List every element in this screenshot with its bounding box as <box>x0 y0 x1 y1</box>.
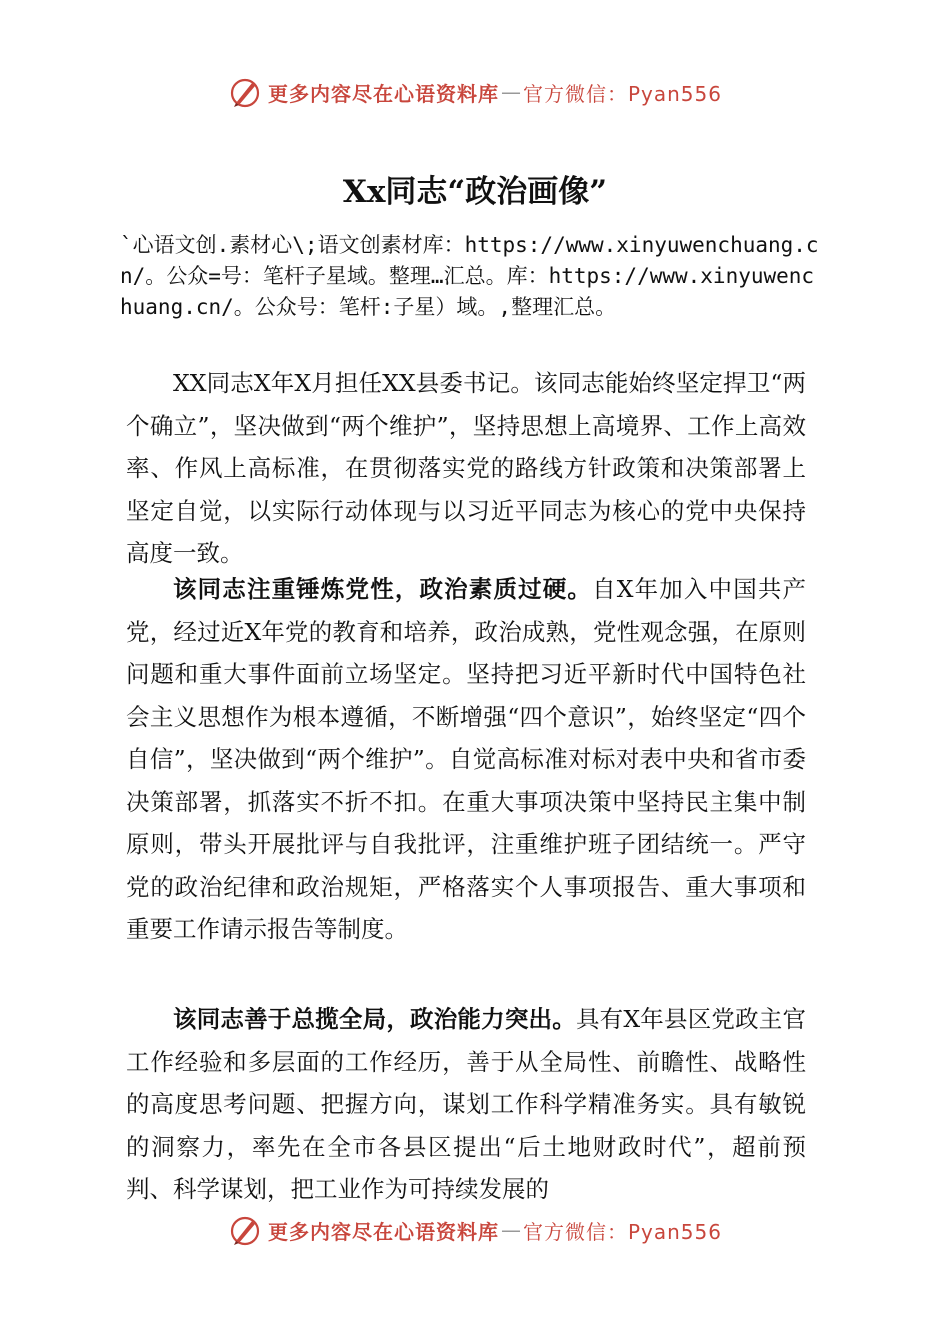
banner-main-text: 更多内容尽在心语资料库 <box>267 1219 499 1244</box>
paragraph-3-text: 具有X年县区党政主官工作经验和多层面的工作经历，善于从全局性、前瞻性、战略性的高度思考问题、把握方向，谋划工作科学精准务实。具有敏锐的洞察力，率先在全市各县区提出“后土地财政时代”，超前预判、科学谋划，把工业作为可持续发展的 <box>126 1005 807 1203</box>
banner-dash: — <box>500 1218 521 1242</box>
pen-circle-logo-icon <box>228 1213 262 1247</box>
banner-main-text: 更多内容尽在心语资料库 <box>267 81 499 106</box>
paragraph-3 <box>126 998 806 1211</box>
source-note: `心语文创.素材心\;语文创素材库：https://www.xinyuwenchuang.cn/。公众=号：笔杆子星域。整理…汇总。库：https://www.xinyuwenchuang.cn/。公众号：笔杆:子星）域。,整理汇总。 <box>120 233 819 319</box>
paragraph-1 <box>126 362 806 575</box>
document-title: Xx同志“政治画像” <box>342 174 608 210</box>
banner-dash: — <box>500 80 521 104</box>
paragraph-3-lead: 该同志善于总揽全局，政治能力突出。 <box>173 1005 576 1033</box>
paragraph-2 <box>126 568 806 951</box>
banner-contact-text: 官方微信：Pyan556 <box>522 1219 722 1244</box>
paragraph-1-text: XX同志X年X月担任XX县委书记。该同志能始终坚定捍卫“两个确立”，坚决做到“两个维护”，坚持思想上高境界、工作上高效率、作风上高标准，在贯彻落实党的路线方针政策和决策部署上坚定自觉，以实际行动体现与以习近平同志为核心的党中央保持高度一致。 <box>126 369 806 567</box>
banner-contact-text: 官方微信：Pyan556 <box>522 81 722 106</box>
pen-circle-logo-icon <box>228 75 262 109</box>
header-banner <box>0 72 950 112</box>
paragraph-2-lead: 该同志注重锤炼党性，政治素质过硬。 <box>173 575 593 603</box>
paragraph-2-text: 自X年加入中国共产党，经过近X年党的教育和培养，政治成熟，党性观念强，在原则问题和重大事件面前立场坚定。坚持把习近平新时代中国特色社会主义思想作为根本遵循，不断增强“四个意识”，始终坚定“四个自信”，坚决做到“两个维护”。自觉高标准对标对表中央和省市委决策部署，抓落实不折不扣。在重大事项决策中坚持民主集中制原则，带头开展批评与自我批评，注重维护班子团结统一。严守党的政治纪律和政治规矩，严格落实个人事项报告、重大事项和重要工作请示报告等制度。 <box>126 575 806 943</box>
footer-banner <box>0 1210 950 1250</box>
